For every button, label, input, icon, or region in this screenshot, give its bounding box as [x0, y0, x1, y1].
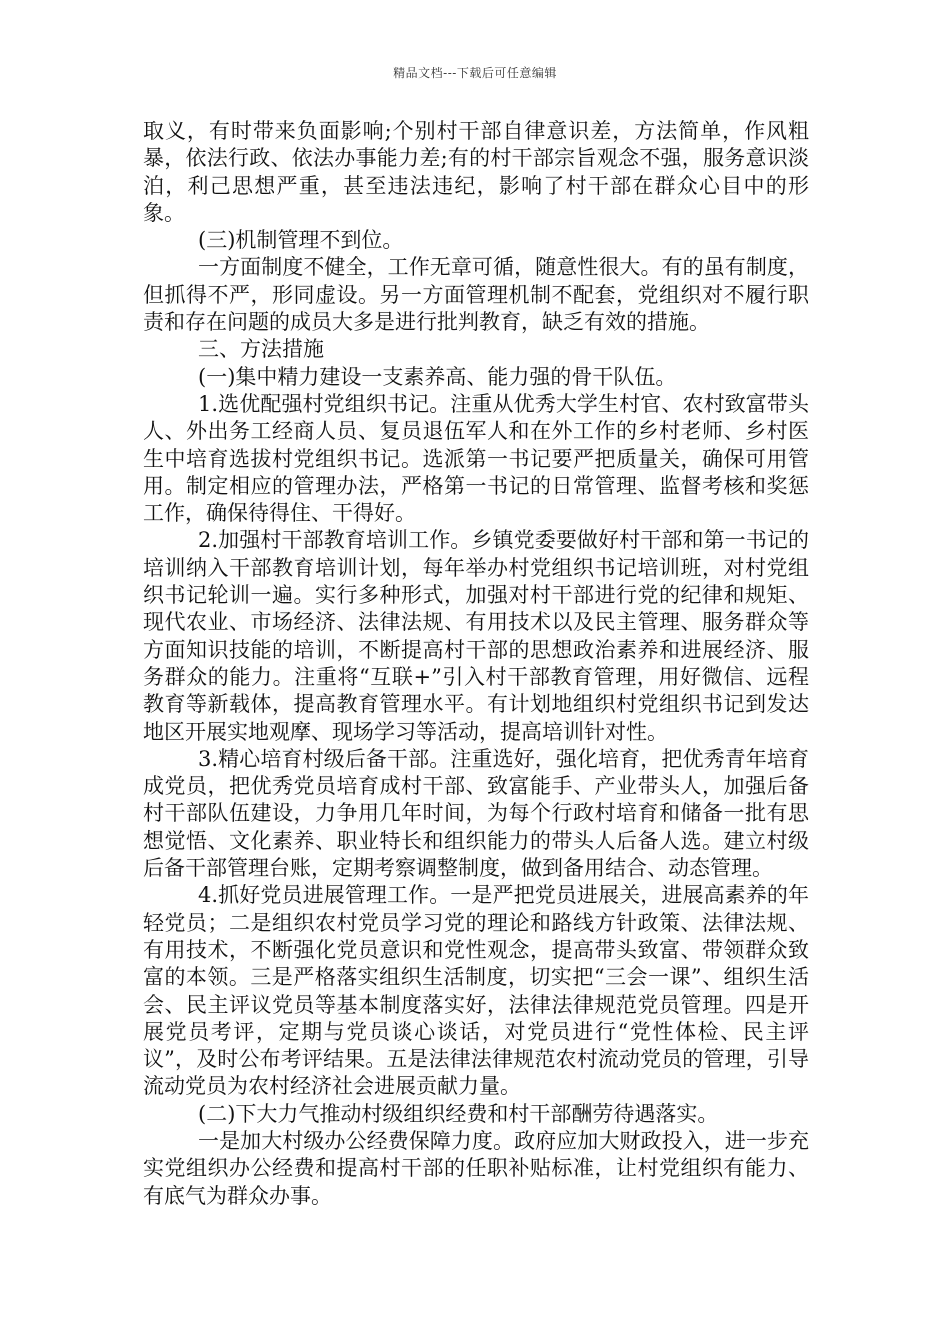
- paragraph-item-1: 1.选优配强村党组织书记。注重从优秀大学生村官、农村致富带头人、外出务工经商人员、复员退伍军人和在外工作的乡村老师、乡村医生中培育选拔村党组织书记。选派第一书记要严把质量关，确保可用管用。制定相应的管理办法，严格第一书记的日常管理、监督考核和奖惩工作，确保待得住、干得好。: [143, 391, 809, 526]
- subheading-mechanism: (三)机制管理不到位。: [198, 228, 404, 253]
- subheading-backbone-team: (一)集中精力建设一支素养高、能力强的骨干队伍。: [198, 364, 677, 389]
- page-header: 精品文档---下载后可任意编辑: [393, 66, 557, 80]
- paragraph-mechanism: 一方面制度不健全，工作无章可循，随意性很大。有的虽有制度，但抓得不严，形同虚设。另一方面管理机制不配套，党组织对不履行职责和存在问题的成员大多是进行批判教育，缺乏有效的措施。: [143, 255, 809, 335]
- paragraph-item-2: 2.加强村干部教育培训工作。乡镇党委要做好村干部和第一书记的培训纳入干部教育培训计划，每年举办村党组织书记培训班，对村党组织书记轮训一遍。实行多种形式，加强对村干部进行党的纪律和规矩、现代农业、市场经济、法律法规、有用技术以及民主管理、服务群众等方面知识技能的培训，不断提高村干部的思想政治素养和进展经济、服务群众的能力。注重将“互联+”引入村干部教育管理，用好微信、远程教育等新载体，提高教育管理水平。有计划地组织村党组织书记到发达地区开展实地观摩、现场学习等活动，提高培训针对性。: [143, 528, 809, 744]
- document-body: [143, 118, 809, 1210]
- paragraph-funding: 一是加大村级办公经费保障力度。政府应加大财政投入，进一步充实党组织办公经费和提高村干部的任职补贴标准，让村党组织有能力、有底气为群众办事。: [143, 1128, 809, 1208]
- subheading-funding: (二)下大力气推动村级组织经费和村干部酬劳待遇落实。: [198, 1101, 719, 1126]
- section-heading-measures: 三、方法措施: [198, 337, 324, 362]
- paragraph-item-3: 3.精心培育村级后备干部。注重选好，强化培育，把优秀青年培育成党员，把优秀党员培育成村干部、致富能手、产业带头人，加强后备村干部队伍建设，力争用几年时间，为每个行政村培育和储备一批有思想觉悟、文化素养、职业特长和组织能力的带头人后备人选。建立村级后备干部管理台账，定期考察调整制度，做到备用结合、动态管理。: [143, 746, 809, 881]
- paragraph-continuation: 取义，有时带来负面影响;个别村干部自律意识差，方法简单，作风粗暴，依法行政、依法办事能力差;有的村干部宗旨观念不强，服务意识淡泊，利己思想严重，甚至违法违纪，影响了村干部在群众心目中的形象。: [143, 119, 809, 225]
- paragraph-item-4: 4.抓好党员进展管理工作。一是严把党员进展关，进展高素养的年轻党员；二是组织农村党员学习党的理论和路线方针政策、法律法规、有用技术，不断强化党员意识和党性观念，提高带头致富、带领群众致富的本领。三是严格落实组织生活制度，切实把“三会一课”、组织生活会、民主评议党员等基本制度落实好，法律法律规范党员管理。四是开展党员考评，定期与党员谈心谈话，对党员进行“党性体检、民主评议”，及时公布考评结果。五是法律法律规范农村流动党员的管理，引导流动党员为农村经济社会进展贡献力量。: [143, 883, 809, 1099]
